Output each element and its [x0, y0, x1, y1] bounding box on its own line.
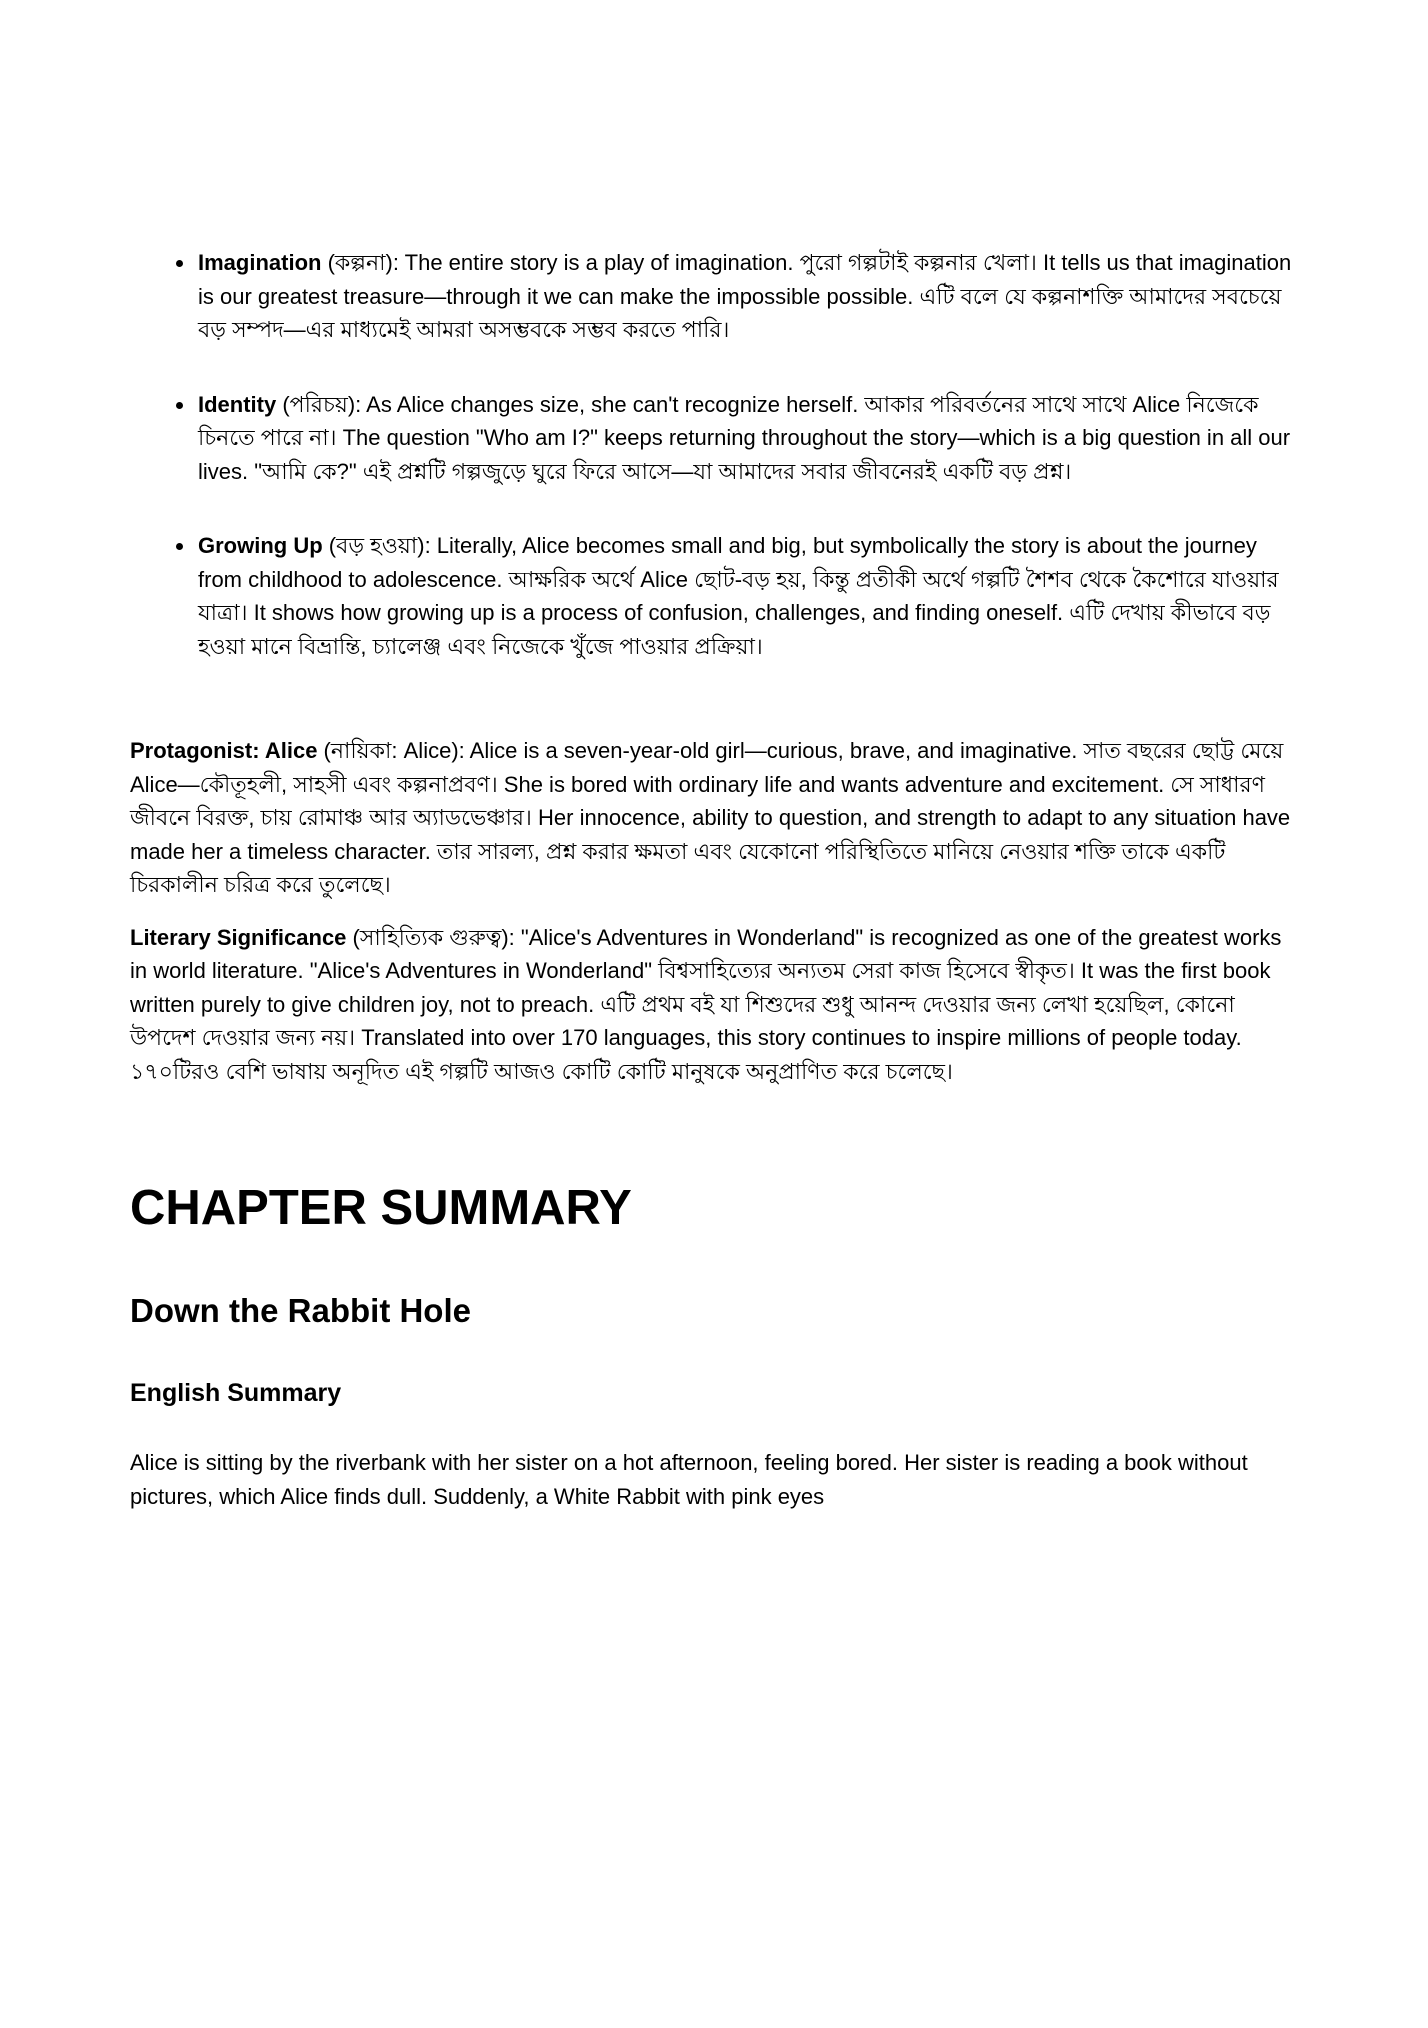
list-item-imagination: [196, 246, 1300, 347]
down-the-rabbit-hole-heading: Down the Rabbit Hole: [130, 1292, 471, 1329]
chapter-summary-heading: CHAPTER SUMMARY: [130, 1181, 632, 1235]
list-item-identity: [196, 388, 1300, 489]
paragraph-literary-significance: [130, 921, 1300, 1089]
theme-label: Growing Up: [198, 533, 323, 558]
paragraph-label: Literary Significance: [130, 924, 347, 950]
paragraph-body: (নায়িকা: Alice): Alice is a seven-year-old girl—curious, brave, and imaginative. সাত বছরের ছোট্ট মেয়ে Alice—কৌতূহলী, সাহসী এবং কল্পনাপ্রবণ। She is bored with ordinary life and wants adventure and excitement. সে সাধারণ জীবনে বিরক্ত, চায় রোমাঞ্চ আর অ্যাডভেঞ্চার। Her innocence, ability to question, and strength to adapt to any situation have made her a timeless character. তার সারল্য, প্রশ্ন করার ক্ষমতা এবং যেকোনো পরিস্থিতিতে মানিয়ে নেওয়ার শক্তি তাকে একটি চিরকালীন চরিত্র করে তুলেছে।: [130, 738, 1291, 897]
theme-body: (কল্পনা): The entire story is a play of imagination. পুরো গল্পটাই কল্পনার খেলা। It tells us that imagination is our greatest treasure—through it we can make the impossible possible. এটি বলে যে কল্পনাশক্তি আমাদের সবচেয়ে বড় সম্পদ—এর মাধ্যমেই আমরা অসম্ভবকে সম্ভব করতে পারি।: [198, 250, 1292, 342]
theme-body: (পরিচয়): As Alice changes size, she can't recognize herself. আকার পরিবর্তনের সাথে সাথে Alice নিজেকে চিনতে পারে না। The question "Who am I?" keeps returning throughout the story—which is a big question in all our lives. "আমি কে?" এই প্রশ্নটি গল্পজুড়ে ঘুরে ফিরে আসে—যা আমাদের সবার জীবনেরই একটি বড় প্রশ্ন।: [198, 391, 1291, 484]
themes-list: [130, 246, 1300, 663]
theme-label: Identity: [198, 391, 277, 417]
english-summary-heading: English Summary: [130, 1379, 342, 1407]
paragraph-body: (সাহিত্যিক গুরুত্ব): "Alice's Adventures in Wonderland" is recognized as one of the greatest works in world literature. "Alice's Adventures in Wonderland" বিশ্বসাহিত্যের অন্যতম সেরা কাজ হিসেবে স্বীকৃত। It was the first book written purely to give children joy, not to preach. এটি প্রথম বই যা শিশুদের শুধু আনন্দ দেওয়ার জন্য লেখা হয়েছিল, কোনো উপদেশ দেওয়ার জন্য নয়। Translated into over 170 languages, this story continues to inspire millions of people today. ১৭০টিরও বেশি ভাষায় অনূদিত এই গল্পটি আজও কোটি কোটি মানুষকে অনুপ্রাণিত করে চলেছে।: [130, 924, 1282, 1084]
paragraph-protagonist: [130, 734, 1300, 902]
theme-body: (বড় হওয়া): Literally, Alice becomes small and big, but symbolically the story is about the journey from childhood to adolescence. আক্ষরিক অর্থে Alice ছোট-বড় হয়, কিন্তু প্রতীকী অর্থে গল্পটি শৈশব থেকে কৈশোরে যাওয়ার যাত্রা। It shows how growing up is a process of confusion, challenges, and finding oneself. এটি দেখায় কীভাবে বড় হওয়া মানে বিভ্রান্তি, চ্যালেঞ্জ এবং নিজেকে খুঁজে পাওয়ার প্রক্রিয়া।: [198, 533, 1279, 659]
list-item-growing-up: [196, 529, 1300, 663]
theme-label: Imagination: [198, 250, 322, 275]
paragraph-label: Protagonist: Alice: [130, 738, 318, 763]
english-summary-paragraph: Alice is sitting by the riverbank with her sister on a hot afternoon, feeling bored. Her sister is reading a book without pictures, which Alice finds dull. Suddenly, a White Rabbit with pink eyes: [130, 1450, 1248, 1509]
